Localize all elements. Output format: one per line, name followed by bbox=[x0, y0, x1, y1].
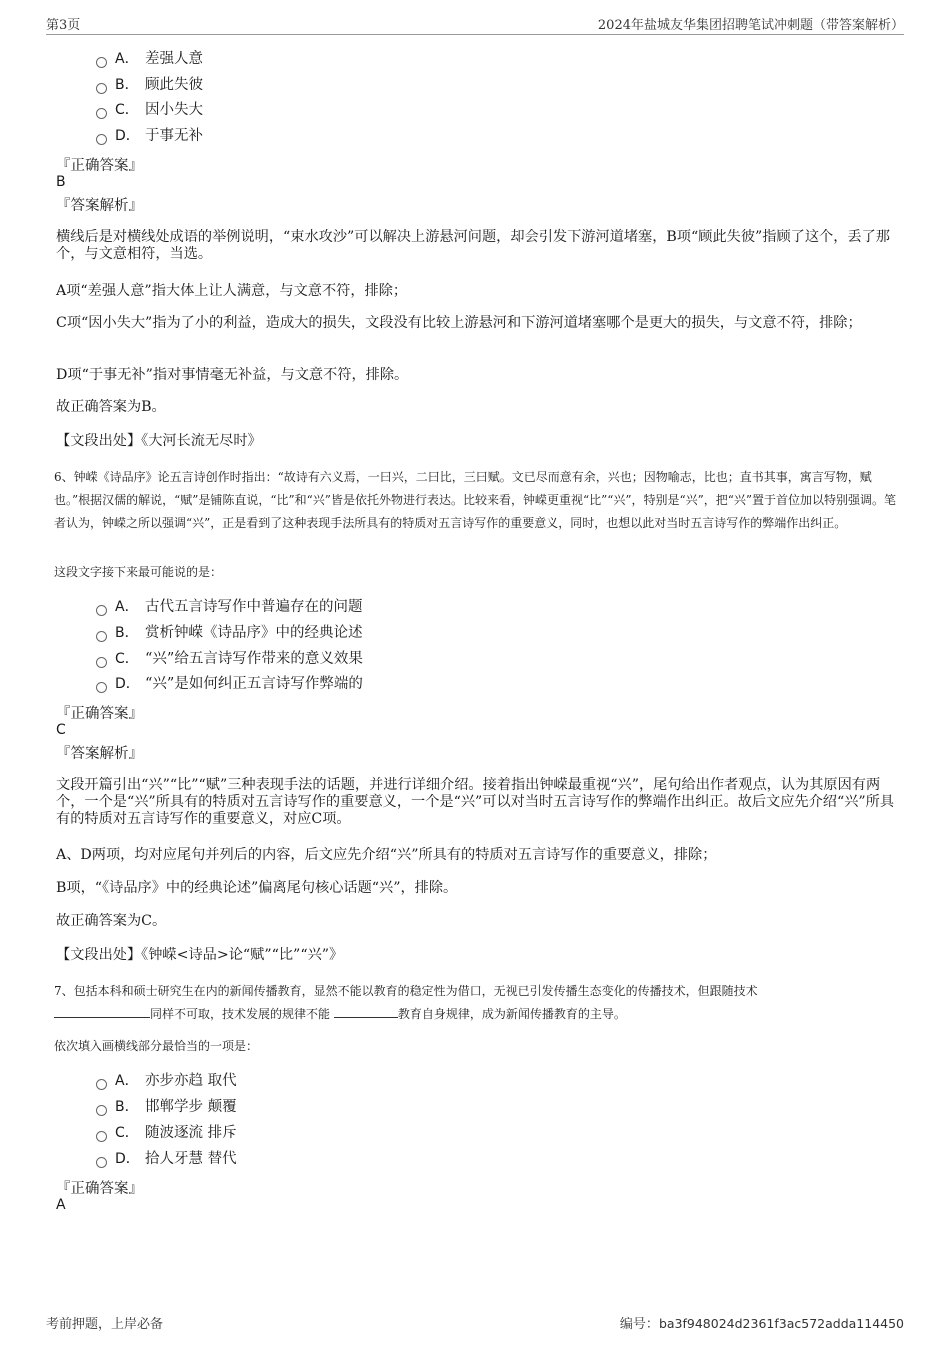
page-number: 第3页 bbox=[46, 18, 81, 33]
q6-analysis-label: 『答案解析』 bbox=[56, 746, 143, 762]
document-title: 2024年盐城友华集团招聘笔试冲刺题（带答案解析） bbox=[597, 18, 904, 33]
q5-analysis-p5: 故正确答案为B。 bbox=[56, 399, 166, 415]
q5-analysis-p1: 横线后是对横线处成语的举例说明，“束水攻沙”可以解决上游悬河问题，却会引发下游河道堵塞，B项“顾此失彼”指顾了这个，丢了那个，与文意相符，当选。 bbox=[56, 229, 890, 262]
q5-answer: B bbox=[56, 174, 66, 190]
q5-analysis-label: 『答案解析』 bbox=[56, 198, 143, 214]
radio-icon[interactable] bbox=[96, 605, 107, 616]
q6-answer-label: 『正确答案』 bbox=[56, 706, 143, 722]
q6-question: 6、钟嵘《诗品序》论五言诗创作时指出：“故诗有六义焉，一曰兴，二曰比，三曰赋。文已尽而意有余，兴也；因物喻志，比也；直书其事，寓言写物，赋也。”根据汉儒的解说，“赋”是铺陈直说，“比”和“兴”皆是依托外物进行表达。比较来看，钟嵘更重视“比”“兴”，特别是“兴”，把“兴”置于首位加以特别强调。笔者认为，钟嵘之所以强调“兴”，正是看到了这种表现手法所具有的特质对五言诗写作的重要意义，同时，也想以此对当时五言诗写作的弊端作出纠正。 bbox=[54, 470, 897, 530]
q7-answer: A bbox=[56, 1197, 66, 1213]
q6-source: 【文段出处】《钟嵘<诗品>论“赋”“比”“兴”》 bbox=[56, 947, 344, 963]
q6-option-d[interactable]: D． “兴”是如何纠正五言诗写作弊端的 bbox=[96, 673, 363, 695]
q5-source: 【文段出处】《大河长流无尽时》 bbox=[56, 433, 262, 449]
q6-option-c[interactable]: C． “兴”给五言诗写作带来的意义效果 bbox=[96, 648, 363, 670]
q6-option-b[interactable]: B． 赏析钟嵘《诗品序》中的经典论述 bbox=[96, 622, 363, 644]
q7-option-b[interactable]: B． 邯郸学步 颠覆 bbox=[96, 1096, 237, 1118]
radio-icon[interactable] bbox=[96, 1157, 107, 1168]
q5-analysis-p4: D项“于事无补”指对事情毫无补益，与文意不符，排除。 bbox=[56, 367, 409, 383]
q7-answer-label: 『正确答案』 bbox=[56, 1181, 143, 1197]
q6-analysis-p2: A、D两项，均对应尾句并列后的内容，后文应先介绍“兴”所具有的特质对五言诗写作的重要意义，排除； bbox=[56, 847, 717, 863]
blank-1[interactable] bbox=[54, 1004, 150, 1018]
radio-icon[interactable] bbox=[96, 57, 107, 68]
q7-option-d[interactable]: D． 拾人牙慧 替代 bbox=[96, 1148, 237, 1170]
q6-analysis-p4: 故正确答案为C。 bbox=[56, 913, 167, 929]
q7-question: 7、包括本科和硕士研究生在内的新闻传播教育，显然不能以教育的稳定性为借口，无视已引发传播生态变化的传播技术，但跟随技术 同样不可取，技术发展的规律不能 教育自身规律，成为新闻传播教育的主导。 bbox=[54, 984, 758, 1021]
q5-analysis-p3: C项“因小失大”指为了小的利益，造成大的损失，文段没有比较上游悬河和下游河道堵塞哪个是更大的损失，与文意不符，排除； bbox=[56, 315, 862, 331]
q7-option-a[interactable]: A． 亦步亦趋 取代 bbox=[96, 1070, 237, 1092]
q5-answer-label: 『正确答案』 bbox=[56, 158, 143, 174]
radio-icon[interactable] bbox=[96, 682, 107, 693]
radio-icon[interactable] bbox=[96, 108, 107, 119]
q5-analysis-p2: A项“差强人意”指大体上让人满意，与文意不符，排除； bbox=[56, 283, 408, 299]
radio-icon[interactable] bbox=[96, 83, 107, 94]
radio-icon[interactable] bbox=[96, 134, 107, 145]
q5-option-b[interactable]: B． 顾此失彼 bbox=[96, 74, 203, 96]
page-header bbox=[46, 14, 904, 35]
q7-option-c[interactable]: C． 随波逐流 排斥 bbox=[96, 1122, 237, 1144]
document-code: 编号：ba3f948024d2361f3ac572adda114450 bbox=[619, 1316, 904, 1332]
q7-prompt: 依次填入画横线部分最恰当的一项是： bbox=[54, 1039, 259, 1053]
q6-analysis-p1: 文段开篇引出“兴”“比”“赋”三种表现手法的话题，并进行详细介绍。接着指出钟嵘最重视“兴”，尾句给出作者观点，认为其原因有两个，一个是“兴”所具有的特质对五言诗写作的重要意义，一个是“兴”可以对当时五言诗写作的弊端作出纠正。故后文应先介绍“兴”所具有的特质对五言诗写作的重要意义，对应C项。 bbox=[56, 777, 895, 827]
q6-option-a[interactable]: A． 古代五言诗写作中普遍存在的问题 bbox=[96, 596, 363, 618]
q6-answer: C bbox=[56, 722, 66, 738]
q5-option-a[interactable]: A． 差强人意 bbox=[96, 48, 203, 70]
radio-icon[interactable] bbox=[96, 1105, 107, 1116]
radio-icon[interactable] bbox=[96, 657, 107, 668]
blank-2[interactable] bbox=[334, 1004, 398, 1018]
radio-icon[interactable] bbox=[96, 631, 107, 642]
footer-slogan: 考前押题，上岸必备 bbox=[46, 1317, 164, 1332]
q5-option-c[interactable]: C． 因小失大 bbox=[96, 99, 203, 121]
q6-prompt: 这段文字接下来最可能说的是： bbox=[54, 565, 223, 579]
q6-analysis-p3: B项，“《诗品序》中的经典论述”偏离尾句核心话题“兴”，排除。 bbox=[56, 880, 458, 896]
radio-icon[interactable] bbox=[96, 1131, 107, 1142]
page-footer bbox=[46, 1313, 904, 1333]
q5-option-d[interactable]: D． 于事无补 bbox=[96, 125, 203, 147]
radio-icon[interactable] bbox=[96, 1079, 107, 1090]
